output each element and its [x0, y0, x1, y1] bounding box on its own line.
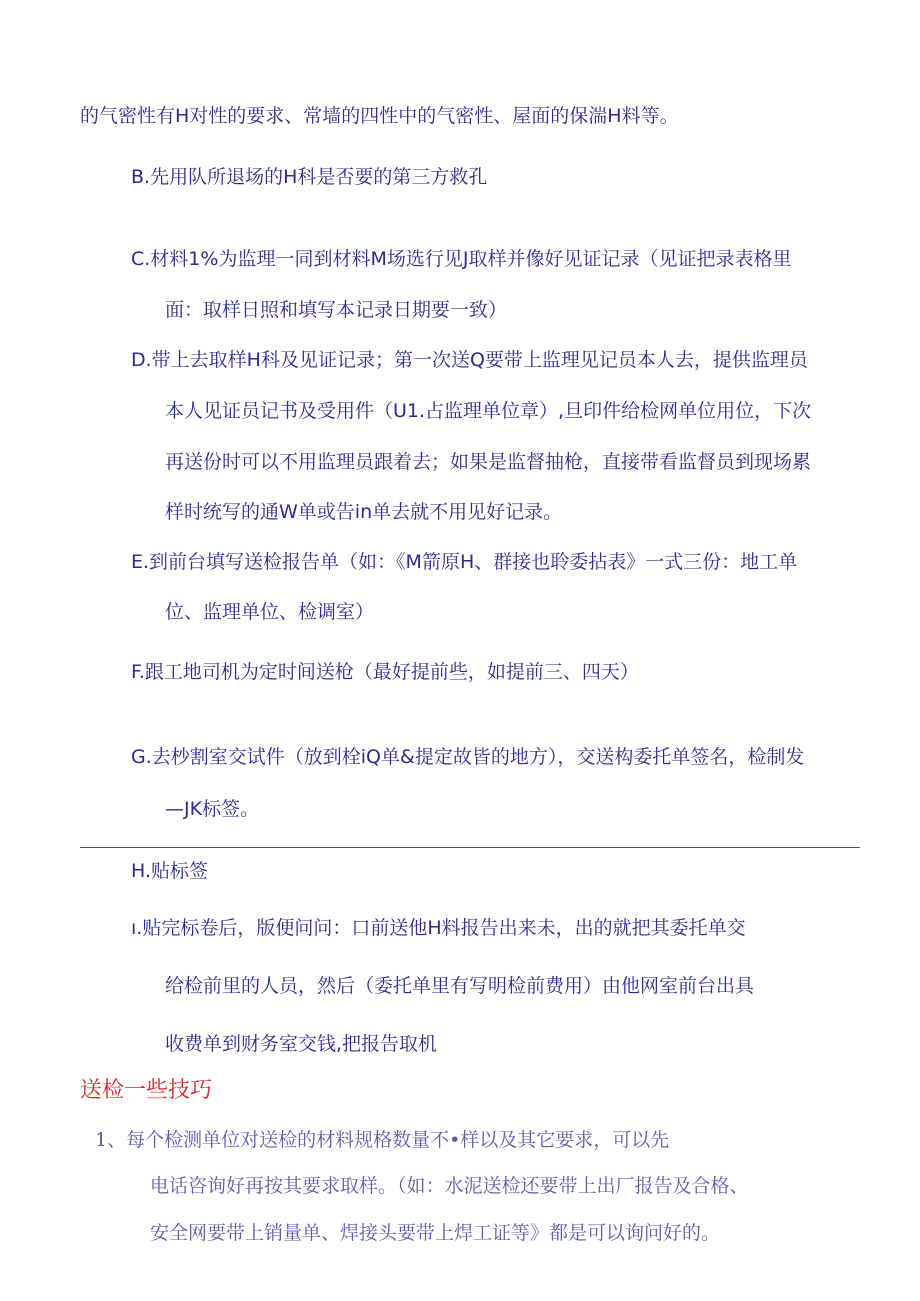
- step-d-line3: 再送份时可以不用监理员跟着去；如果是监督抽枪，直接带看监督员到现场累: [165, 451, 812, 473]
- step-e-line1: E.到前台填写送检报告单（如：《M箭原H、群接也聆委拈表》一式三份：地工单: [131, 551, 798, 573]
- step-f: F.跟工地司机为定时间送枪（最好提前些，如提前三、四天）: [131, 661, 639, 683]
- step-i-line2: 给检前里的人员，然后（委托单里有写明检前费用）由他网室前台出具: [165, 975, 755, 997]
- tips-item1-line3: 安全网要带上销量单、焊接头要带上焊工证等》都是可以询问好的。: [150, 1222, 721, 1244]
- step-g-line2: —JK标签。: [165, 798, 260, 820]
- tips-heading: 送检一些技巧: [80, 1078, 213, 1103]
- step-i-line3: 收费单到财务室交钱,把报告取机: [165, 1033, 438, 1055]
- step-i-line1: ı.贴完标卷后，版便问问：口前送他H料报告出来未，出的就把其委托单交: [131, 917, 746, 939]
- step-d-line4: 样时统写的通W单或告in单去就不用见好记录。: [165, 501, 563, 523]
- step-c-line1: C.材料1%为监理一同到材料M场选行见J取样并像好见证记录（见证把录表格里: [131, 248, 792, 270]
- step-c-line2: 面：取样日照和填写本记录日期要一致）: [165, 299, 508, 321]
- step-e-line2: 位、监理单位、检调室）: [165, 601, 375, 623]
- intro-paragraph: 的气密性有H对性的要求、常墙的四性中的气密性、屋面的保湍H料等。: [80, 105, 679, 127]
- step-g-line1: G.去杪割室交试件（放到栓iQ单&提定故皆的地方），交送构委托单签名，检制发: [131, 746, 805, 768]
- step-h: H.贴标签: [131, 860, 208, 882]
- tips-item1-line2: 电话咨询好再按其要求取样。（如：水泥送检还要带上出厂报告及合格、: [150, 1175, 749, 1197]
- step-d-line1: D.带上去取样H科及见证记录；第一次送Q要带上监理见记员本人去，提供监理员: [131, 349, 808, 371]
- horizontal-divider: [80, 847, 860, 848]
- step-d-line2: 本人见证员记书及受用件（U1.占监理单位章）,旦印件给检网单位用位，下次: [165, 400, 812, 422]
- step-b: B.先用队所退场的H科是否要的第三方救孔: [131, 166, 488, 188]
- tips-item1-line1: 1、每个检测单位对送检的材料规格数量不•样以及其它要求，可以先: [95, 1129, 670, 1151]
